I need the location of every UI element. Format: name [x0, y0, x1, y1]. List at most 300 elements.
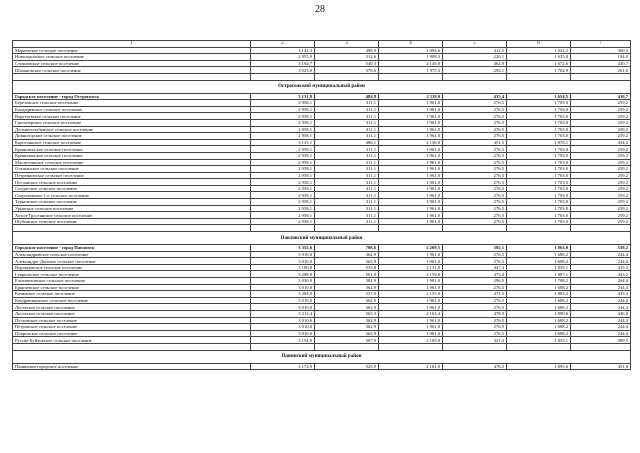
value-cell: 276,5	[443, 166, 507, 173]
section-title: Острогожский муниципальный район	[13, 80, 631, 93]
value-cell: 1 961,0	[379, 324, 443, 331]
value-cell: 1 703,0	[507, 172, 571, 179]
value-cell: 1 703,0	[507, 146, 571, 153]
value-cell: 3 208,8	[251, 271, 315, 278]
value-cell: 1 688,2	[507, 330, 571, 337]
value-cell: 379,6	[315, 67, 379, 74]
empty-cell	[13, 343, 251, 350]
table-row	[13, 317, 631, 324]
table-row	[13, 284, 631, 291]
value-cell: 3 133,1	[251, 139, 315, 146]
value-cell: 259,2	[571, 106, 631, 113]
value-cell: 276,5	[443, 152, 507, 159]
empty-cell	[379, 73, 443, 80]
value-cell: 3 212,4	[251, 310, 315, 317]
value-cell: 447,4	[443, 264, 507, 271]
empty-cell	[379, 343, 443, 350]
settlement-name-cell: Петровское сельское поселение	[13, 324, 251, 331]
settlement-name-cell: Криниченское сельское поселение	[13, 146, 251, 153]
value-cell: 1 961,0	[379, 100, 443, 107]
table-row	[13, 278, 631, 285]
value-cell: 259,2	[571, 152, 631, 159]
value-cell: 3 010,0	[251, 330, 315, 337]
value-cell: 276,5	[443, 146, 507, 153]
settlement-name-cell: Сторожевское 1-е сельское поселение	[13, 192, 251, 199]
value-cell: 276,5	[443, 133, 507, 140]
value-cell: 244,4	[571, 324, 631, 331]
column-header: 7	[571, 41, 631, 48]
value-cell: 1 703,0	[507, 212, 571, 219]
value-cell: 1 981,0	[379, 278, 443, 285]
value-cell: 1 703,0	[507, 199, 571, 206]
value-cell: 362,9	[315, 324, 379, 331]
table-row	[13, 133, 631, 140]
value-cell: 1 703,0	[507, 126, 571, 133]
value-cell: 1 703,0	[507, 218, 571, 225]
value-cell: 244,4	[571, 297, 631, 304]
value-cell: 1 961,0	[379, 172, 443, 179]
table-row	[13, 199, 631, 206]
value-cell: 1 961,0	[379, 146, 443, 153]
empty-cell	[571, 73, 631, 80]
value-cell: 1 961,0	[379, 133, 443, 140]
value-cell: 462,9	[443, 60, 507, 67]
settlement-name-cell: Гнилозерское сельское поселение	[13, 119, 251, 126]
value-cell: 276,5	[443, 100, 507, 107]
value-cell: 311,1	[315, 113, 379, 120]
value-cell: 585,1	[443, 245, 507, 252]
value-cell: 2 145,0	[379, 60, 443, 67]
settlement-name-cell: Русско-Буйловское сельское поселение	[13, 337, 251, 344]
value-cell: 311,1	[315, 166, 379, 173]
value-cell: 1 961,0	[379, 113, 443, 120]
table-row	[13, 245, 631, 252]
value-cell: 362,9	[315, 297, 379, 304]
value-cell: 1 961,0	[379, 199, 443, 206]
value-cell: 1 961,0	[379, 185, 443, 192]
value-cell: 1 688,2	[507, 304, 571, 311]
value-cell: 3 030,0	[251, 278, 315, 285]
value-cell: 2 958,1	[251, 133, 315, 140]
settlement-name-cell: Ерышевское сельское поселение	[13, 284, 251, 291]
value-cell: 1 688,2	[507, 317, 571, 324]
value-cell: 276,5	[443, 192, 507, 199]
value-cell: 276,5	[443, 199, 507, 206]
value-cell: 2 958,1	[251, 113, 315, 120]
table-row	[13, 159, 631, 166]
value-cell: 259,2	[571, 166, 631, 173]
value-cell: 1 883,2	[507, 291, 571, 298]
value-cell: 1 961,0	[379, 251, 443, 258]
value-cell: 1 703,0	[507, 113, 571, 120]
table-header-row	[13, 41, 631, 48]
table-row	[13, 251, 631, 258]
value-cell: 3 010,0	[251, 258, 315, 265]
value-cell: 443,2	[571, 271, 631, 278]
value-cell: 259,2	[571, 218, 631, 225]
value-cell: 259,2	[571, 113, 631, 120]
table-row	[13, 179, 631, 186]
settlement-name-cell: Мастюгинское сельское поселение	[13, 159, 251, 166]
value-cell: 261,0	[571, 67, 631, 74]
value-cell: 1 635,8	[507, 54, 571, 61]
value-cell: 1 703,0	[507, 192, 571, 199]
value-cell: 1 961,0	[379, 106, 443, 113]
value-cell: 1 672,6	[507, 60, 571, 67]
value-cell: 276,5	[443, 297, 507, 304]
value-cell: 2 958,1	[251, 218, 315, 225]
value-cell: 525,9	[315, 363, 379, 370]
table-row	[13, 192, 631, 199]
value-cell: 1 961,0	[379, 119, 443, 126]
value-cell: 3 154,9	[251, 337, 315, 344]
settlement-name-cell: Покровское сельское поселение	[13, 330, 251, 337]
section-row	[13, 350, 631, 363]
value-cell: 2 159,8	[379, 271, 443, 278]
value-cell: 311,1	[315, 172, 379, 179]
value-cell: 2 958,1	[251, 146, 315, 153]
value-cell: 708,6	[315, 245, 379, 252]
value-cell: 1 961,0	[379, 192, 443, 199]
value-cell: 276,5	[443, 119, 507, 126]
table-row	[13, 218, 631, 225]
value-cell: 1 961,0	[379, 152, 443, 159]
table-row	[13, 139, 631, 146]
table-row	[13, 172, 631, 179]
table-row	[13, 146, 631, 153]
settlement-name-cell: Кондрашкинское сельское поселение	[13, 297, 251, 304]
value-cell: 311,1	[315, 218, 379, 225]
table-row	[13, 297, 631, 304]
value-cell: 276,5	[443, 205, 507, 212]
value-cell: 311,1	[315, 146, 379, 153]
value-cell: 311,1	[315, 159, 379, 166]
value-cell: 276,5	[443, 258, 507, 265]
column-header: 2	[251, 41, 315, 48]
column-header: 6	[507, 41, 571, 48]
settlement-name-cell: Петренковское сельское поселение	[13, 172, 251, 179]
value-cell: 311,1	[315, 126, 379, 133]
table-row	[13, 271, 631, 278]
value-cell: 1 961,0	[379, 258, 443, 265]
value-cell: 2 958,1	[251, 100, 315, 107]
table-row	[13, 264, 631, 271]
value-cell: 276,5	[443, 212, 507, 219]
value-cell: 1 895,6	[507, 363, 571, 370]
table-row	[13, 119, 631, 126]
value-cell: 1 961,0	[379, 159, 443, 166]
value-cell: 1 863,0	[507, 245, 571, 252]
table-row	[13, 47, 631, 54]
value-cell: 2 958,1	[251, 179, 315, 186]
value-cell: 410,7	[571, 93, 631, 100]
value-cell: 259,2	[571, 100, 631, 107]
value-cell: 2 958,1	[251, 159, 315, 166]
value-cell: 244,4	[571, 284, 631, 291]
settlement-name-cell: Стояновское сельское поселение	[13, 60, 251, 67]
value-cell: 2 958,1	[251, 185, 315, 192]
value-cell: 3 180,8	[251, 264, 315, 271]
column-header: 4	[379, 41, 443, 48]
value-cell: 293,1	[443, 67, 507, 74]
value-cell: 484,8	[315, 93, 379, 100]
value-cell: 312,6	[315, 54, 379, 61]
value-cell: 362,9	[315, 251, 379, 258]
value-cell: 276,5	[443, 113, 507, 120]
value-cell: 2 136,0	[379, 139, 443, 146]
value-cell: 1 961,0	[379, 166, 443, 173]
section-row	[13, 232, 631, 245]
value-cell: 1 708,2	[507, 278, 571, 285]
value-cell: 3 142,3	[251, 47, 315, 54]
settlement-name-cell: Александро-Донское сельское поселение	[13, 258, 251, 265]
value-cell: 1 703,0	[507, 159, 571, 166]
section-title: Павловский муниципальный район	[13, 232, 631, 245]
value-cell: 1 961,0	[379, 304, 443, 311]
value-cell: 1 703,0	[507, 106, 571, 113]
value-cell: 2 131,8	[379, 264, 443, 271]
settlement-name-cell: Криничанское сельское поселение	[13, 152, 251, 159]
table-row	[13, 93, 631, 100]
value-cell: 311,1	[315, 185, 379, 192]
value-cell: 430,7	[571, 60, 631, 67]
value-cell: 311,1	[315, 212, 379, 219]
table-row	[13, 100, 631, 107]
value-cell: 557,9	[315, 291, 379, 298]
empty-cell	[251, 343, 315, 350]
settlement-name-cell: Терновское сельское поселение	[13, 199, 251, 206]
settlement-name-cell: Песчанское сельское поселение	[13, 179, 251, 186]
value-cell: 3 192,7	[251, 60, 315, 67]
value-cell: 1 703,0	[507, 100, 571, 107]
value-cell: 259,2	[571, 119, 631, 126]
value-cell: 1 703,0	[507, 166, 571, 173]
table-row	[13, 258, 631, 265]
value-cell: 2 958,1	[251, 172, 315, 179]
value-cell: 1 688,2	[507, 251, 571, 258]
settlement-name-cell: Урывское сельское поселение	[13, 205, 251, 212]
value-cell: 259,2	[571, 172, 631, 179]
value-cell: 1 688,2	[507, 324, 571, 331]
value-cell: 259,2	[571, 133, 631, 140]
value-cell: 412,5	[443, 47, 507, 54]
value-cell: 3 010,0	[251, 284, 315, 291]
value-cell: 244,4	[571, 258, 631, 265]
value-cell: 1 961,0	[379, 330, 443, 337]
value-cell: 259,2	[571, 212, 631, 219]
value-cell: 259,2	[571, 185, 631, 192]
value-cell: 3 131,8	[251, 93, 315, 100]
column-header: 3	[315, 41, 379, 48]
table-row	[13, 67, 631, 74]
empty-cell	[13, 225, 251, 232]
value-cell: 435,4	[443, 93, 507, 100]
settlement-name-cell: Елизаветовское сельское поселение	[13, 278, 251, 285]
value-cell: 259,2	[571, 179, 631, 186]
value-cell: 3 023,0	[251, 67, 315, 74]
value-cell: 1 702,9	[507, 67, 571, 74]
value-cell: 1 890,6	[507, 310, 571, 317]
table-row	[13, 60, 631, 67]
empty-cell	[251, 73, 315, 80]
value-cell: 471,5	[443, 291, 507, 298]
empty-cell	[443, 343, 507, 350]
value-cell: 446,8	[571, 310, 631, 317]
value-cell: 2 958,1	[251, 199, 315, 206]
value-cell: 3 010,0	[251, 304, 315, 311]
value-cell: 276,5	[443, 324, 507, 331]
value-cell: 259,2	[571, 126, 631, 133]
table-row	[13, 152, 631, 159]
value-cell: 498,9	[315, 47, 379, 54]
value-cell: 1 961,0	[379, 297, 443, 304]
value-cell: 360,3	[571, 47, 631, 54]
settlement-name-cell: Воронцовское сельское поселение	[13, 264, 251, 271]
settlement-name-cell: Шубинское сельское поселение	[13, 218, 251, 225]
value-cell: 276,5	[443, 304, 507, 311]
value-cell: 276,5	[443, 251, 507, 258]
value-cell: 2 958,1	[251, 192, 315, 199]
settlement-name-cell: Песковское сельское поселение	[13, 317, 251, 324]
value-cell: 2 163,4	[379, 310, 443, 317]
value-cell: 276,5	[443, 284, 507, 291]
value-cell: 2 958,1	[251, 212, 315, 219]
table-row	[13, 205, 631, 212]
value-cell: 1 975,3	[379, 67, 443, 74]
value-cell: 2 958,1	[251, 152, 315, 159]
settlement-name-cell: Панинское городское поселение	[13, 363, 251, 370]
value-cell: 311,1	[315, 119, 379, 126]
value-cell: 276,5	[443, 330, 507, 337]
value-cell: 415,3	[571, 264, 631, 271]
table-row	[13, 54, 631, 61]
value-cell: 362,9	[315, 304, 379, 311]
value-cell: 276,5	[443, 172, 507, 179]
value-cell: 3 010,0	[251, 297, 315, 304]
value-cell: 311,1	[315, 192, 379, 199]
value-cell: 3 010,0	[251, 251, 315, 258]
settlement-name-cell: Веретьевское сельское поселение	[13, 113, 251, 120]
value-cell: 1 703,0	[507, 205, 571, 212]
value-cell: 362,9	[315, 258, 379, 265]
value-cell: 2 958,1	[251, 126, 315, 133]
value-cell: 362,9	[315, 284, 379, 291]
value-cell: 2 094,6	[379, 47, 443, 54]
empty-cell	[315, 73, 379, 80]
table-row	[13, 166, 631, 173]
value-cell: 244,4	[571, 317, 631, 324]
value-cell: 2 155,9	[379, 291, 443, 298]
value-cell: 3 204,9	[251, 291, 315, 298]
value-cell: 507,9	[315, 337, 379, 344]
value-cell: 561,8	[315, 271, 379, 278]
value-cell: 1 703,0	[507, 133, 571, 140]
spacer-row	[13, 73, 631, 80]
value-cell: 389,3	[571, 337, 631, 344]
value-cell: 475,4	[443, 271, 507, 278]
settlement-name-cell: Ольшанское сельское поселение	[13, 166, 251, 173]
value-cell: 2 105,9	[379, 337, 443, 344]
value-cell: 565,3	[315, 310, 379, 317]
empty-cell	[507, 73, 571, 80]
value-cell: 2 161,0	[379, 363, 443, 370]
settlement-name-cell: Хохол-Тростянское сельское поселение	[13, 212, 251, 219]
value-cell: 1 961,0	[379, 284, 443, 291]
section-row	[13, 80, 631, 93]
value-cell: 276,5	[443, 218, 507, 225]
settlement-name-cell: Гаврильское сельское поселение	[13, 271, 251, 278]
value-cell: 311,1	[315, 199, 379, 206]
value-cell: 478,9	[443, 310, 507, 317]
value-cell: 311,1	[315, 152, 379, 159]
value-cell: 296,5	[443, 278, 507, 285]
settlement-name-cell: Марьевское сельское поселение	[13, 47, 251, 54]
value-cell: 3 010,0	[251, 317, 315, 324]
value-cell: 362,9	[315, 317, 379, 324]
value-cell: 486,1	[315, 139, 379, 146]
value-cell: 1 688,2	[507, 284, 571, 291]
table-row	[13, 363, 631, 370]
value-cell: 1 961,0	[379, 317, 443, 324]
settlement-name-cell: Коротоякское сельское поселение	[13, 139, 251, 146]
value-cell: 276,5	[443, 106, 507, 113]
value-cell: 549,3	[315, 60, 379, 67]
value-cell: 1 688,2	[507, 297, 571, 304]
value-cell: 1 961,0	[379, 218, 443, 225]
value-cell: 2 955,9	[251, 54, 315, 61]
value-cell: 2 958,1	[251, 166, 315, 173]
table-row	[13, 330, 631, 337]
table-row	[13, 304, 631, 311]
value-cell: 1 703,0	[507, 152, 571, 159]
empty-cell	[13, 73, 251, 80]
value-cell: 311,1	[315, 133, 379, 140]
value-cell: 439,4	[571, 291, 631, 298]
settlement-name-cell: Лосевское сельское поселение	[13, 310, 251, 317]
settlement-name-cell: Александровское сельское поселение	[13, 251, 251, 258]
spacer-row	[13, 225, 631, 232]
table-row	[13, 324, 631, 331]
empty-cell	[507, 225, 571, 232]
table-row	[13, 291, 631, 298]
value-cell: 244,4	[571, 330, 631, 337]
value-cell: 194,0	[571, 54, 631, 61]
value-cell: 362,9	[315, 330, 379, 337]
value-cell: 244,4	[571, 251, 631, 258]
value-cell: 2 269,5	[379, 245, 443, 252]
value-cell: 311,1	[315, 106, 379, 113]
value-cell: 1 878,1	[507, 139, 571, 146]
empty-cell	[251, 225, 315, 232]
value-cell: 276,5	[443, 159, 507, 166]
value-cell: 434,2	[571, 139, 631, 146]
settlement-name-cell: Лосевское сельское поселение	[13, 304, 251, 311]
value-cell: 421,4	[443, 337, 507, 344]
value-cell: 3 172,9	[251, 363, 315, 370]
value-cell: 1 703,0	[507, 185, 571, 192]
value-cell: 311,1	[315, 205, 379, 212]
table-row	[13, 185, 631, 192]
value-cell: 226,1	[443, 54, 507, 61]
value-cell: 259,2	[571, 192, 631, 199]
settlement-name-cell: Болдыревское сельское поселение	[13, 106, 251, 113]
value-cell: 2 958,1	[251, 106, 315, 113]
table-row	[13, 337, 631, 344]
value-cell: 276,5	[443, 317, 507, 324]
table-row	[13, 126, 631, 133]
value-cell: 1 859,1	[507, 264, 571, 271]
value-cell: 382,9	[315, 278, 379, 285]
